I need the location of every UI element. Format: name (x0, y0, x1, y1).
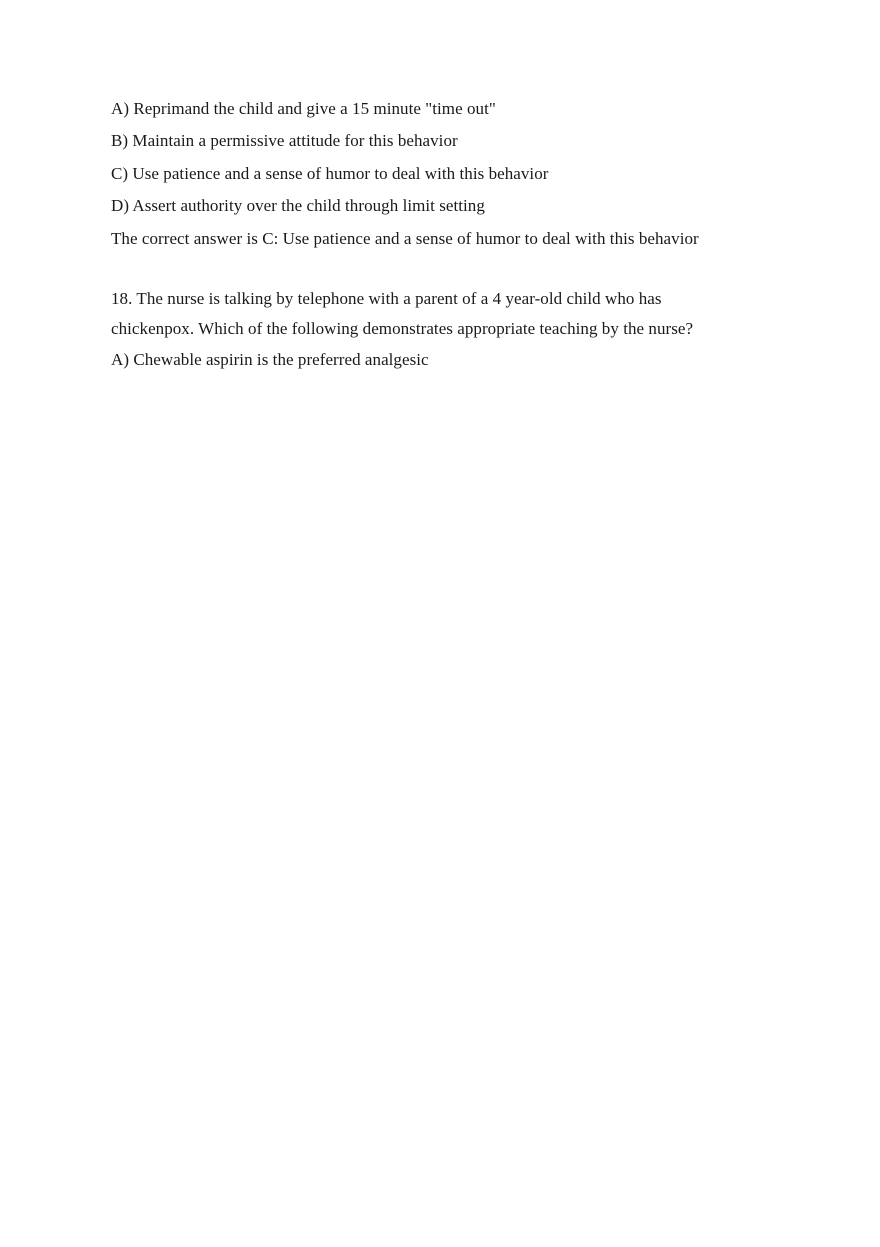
q18-stem-line-2: chickenpox. Which of the following demonstrates appropriate teaching by the nurse? (111, 319, 694, 338)
q17-option-b: B) Maintain a permissive attitude for this behavior (111, 131, 458, 150)
q17-option-a: A) Reprimand the child and give a 15 minute "time out" (111, 99, 496, 118)
q17-correct-answer: The correct answer is C: Use patience and a sense of humor to deal with this behavior (111, 229, 699, 248)
q17-option-d: D) Assert authority over the child through limit setting (111, 196, 485, 215)
q18-stem-line-1: 18. The nurse is talking by telephone with a parent of a 4 year-old child who has (111, 289, 662, 308)
q18-option-a: A) Chewable aspirin is the preferred analgesic (111, 350, 429, 369)
q17-option-c: C) Use patience and a sense of humor to deal with this behavior (111, 164, 549, 183)
